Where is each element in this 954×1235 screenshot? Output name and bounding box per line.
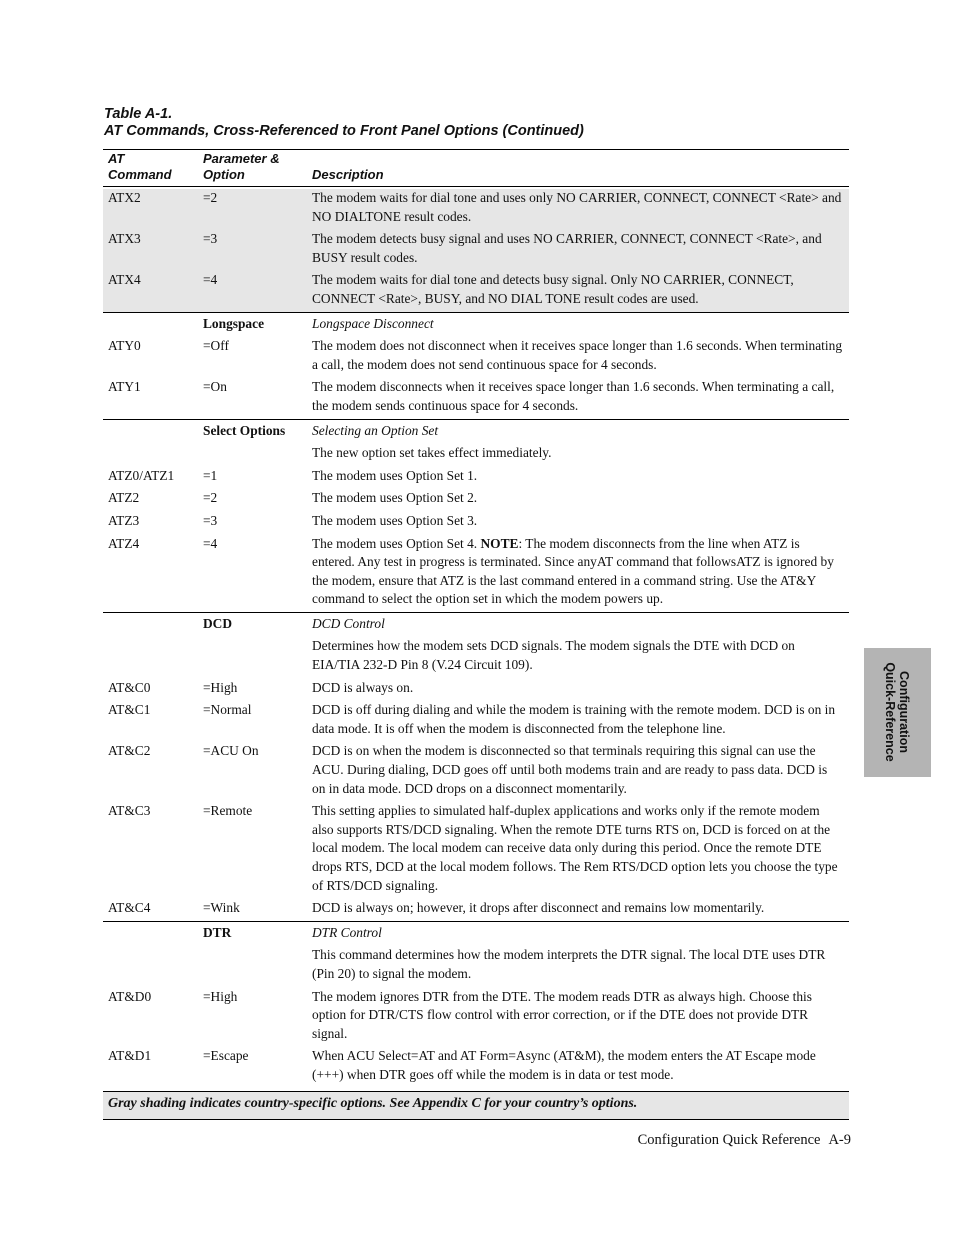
table-row <box>103 378 849 415</box>
section-intro-row <box>103 637 849 674</box>
option-cell: =3 <box>203 231 218 247</box>
section-subtitle: DCD Control <box>312 615 385 631</box>
table-row <box>103 988 849 1044</box>
option-cell: =Off <box>203 338 229 354</box>
section-select-options <box>103 420 849 613</box>
section-heading-row <box>103 922 849 943</box>
description-cell: The modem uses Option Set 2. <box>312 490 478 506</box>
section-intro: The new option set takes effect immediately. <box>312 445 552 461</box>
section-dtr <box>103 922 849 1088</box>
command-cell: AT&C2 <box>108 743 151 759</box>
option-cell: =2 <box>203 490 218 506</box>
section-atx <box>103 189 849 313</box>
command-cell: AT&C4 <box>108 900 151 916</box>
description-cell: When ACU Select=AT and AT Form=Async (AT&M), the modem enters the AT Escape mode (+++) when DTR goes off while the modem is in data or test mode. <box>312 1048 816 1082</box>
option-cell: =Remote <box>203 803 253 819</box>
command-cell: ATZ3 <box>108 512 140 528</box>
option-cell: =3 <box>203 512 218 528</box>
description-cell: The modem uses Option Set 1. <box>312 467 478 483</box>
command-cell: ATZ0/ATZ1 <box>108 467 175 483</box>
table-row <box>103 535 849 609</box>
shading-footnote: Gray shading indicates country-specific options. See Appendix C for your country’s options. <box>103 1091 849 1120</box>
table-header <box>103 150 849 187</box>
option-cell: =High <box>203 988 238 1004</box>
section-title: DTR <box>203 924 232 940</box>
page-number: A-9 <box>828 1132 851 1148</box>
header-parameter-option: Parameter & Option <box>203 151 280 182</box>
section-heading-row <box>103 613 849 634</box>
note-label: NOTE <box>480 535 519 551</box>
section-subtitle: Longspace Disconnect <box>312 315 434 331</box>
option-cell: =High <box>203 679 238 695</box>
table-row <box>103 802 849 895</box>
section-dcd <box>103 613 849 922</box>
description-cell: DCD is always on. <box>312 679 414 695</box>
table-row <box>103 512 849 531</box>
section-subtitle: DTR Control <box>312 924 382 940</box>
table-row <box>103 1047 849 1084</box>
table-row <box>103 679 849 698</box>
table-caption <box>104 106 849 140</box>
option-cell: =Escape <box>203 1048 249 1064</box>
footer-title: Configuration Quick Reference <box>637 1132 821 1148</box>
table-row <box>103 489 849 508</box>
command-cell: AT&C3 <box>108 803 151 819</box>
command-cell: ATX2 <box>108 190 141 205</box>
description-cell: The modem uses Option Set 3. <box>312 512 478 528</box>
section-intro-row <box>103 946 849 983</box>
option-cell: =4 <box>203 535 218 551</box>
option-cell: =4 <box>203 272 218 288</box>
command-cell: ATX3 <box>108 231 141 247</box>
header-at-command: AT Command <box>108 151 172 182</box>
section-title: DCD <box>203 615 233 631</box>
side-tab-label: Configuration Quick-Reference <box>883 662 911 762</box>
description-cell: This setting applies to simulated half-duplex applications and works only if the remote modem also supports RTS/DCD signaling. When the remote DTE turns RTS on, DCD is forced on at the local modem. The local modem can receive data only during this period. Once the remote DTE drops RTS, DCD at the local modem follows. The Rem RTS/DCD option lets you choose the type of RTS/DCD signaling. <box>312 803 838 893</box>
description-cell: The modem does not disconnect when it receives space longer than 1.6 seconds. When terminating a call, the modem does not send continuous space for 4 seconds. <box>312 338 843 372</box>
command-cell: AT&D0 <box>108 988 152 1004</box>
section-side-tab <box>864 648 931 777</box>
command-cell: ATZ2 <box>108 490 140 506</box>
section-longspace <box>103 313 849 420</box>
description-cell: The modem disconnects when it receives space longer than 1.6 seconds. When terminating a call, the modem sends continuous space for 4 seconds. <box>312 379 835 413</box>
section-heading-row <box>103 420 849 441</box>
section-intro: This command determines how the modem interprets the DTR signal. The local DTE uses DTR (Pin 20) to signal the modem. <box>312 947 826 981</box>
table-row <box>103 899 849 918</box>
table-number: Table A-1. <box>104 106 173 122</box>
option-cell: =Wink <box>203 900 240 916</box>
option-cell: =Normal <box>203 702 252 718</box>
description-cell: The modem uses Option Set 4. NOTE: The modem disconnects from the line when ATZ is entered. Any test in progress is terminated. Since anyAT command that followsATZ is ignored by the modem, ensure that ATZ is the last command entered in a command string. Use the AT&Y command to select the option set in which the modem powers up. <box>312 535 834 607</box>
section-subtitle: Selecting an Option Set <box>312 422 439 438</box>
page-footer <box>638 1131 851 1149</box>
at-commands-table <box>103 149 849 1120</box>
command-cell: AT&C0 <box>108 679 151 695</box>
description-cell: DCD is on when the modem is disconnected so that terminals requiring this signal can use the ACU. During dialing, DCD goes off until both modems train and are ready to pass data. DCD is on in data mode. DCD drops on a disconnect momentarily. <box>312 743 828 796</box>
command-cell: AT&D1 <box>108 1048 152 1064</box>
section-title: Select Options <box>203 422 286 438</box>
description-cell: DCD is off during dialing and while the modem is training with the remote modem. DCD is on in data mode. It is off when the modem is disconnected from the telephone line. <box>312 702 836 736</box>
header-description: Description <box>312 167 384 182</box>
table-row <box>103 337 849 374</box>
option-cell: =ACU On <box>203 743 259 759</box>
option-cell: =1 <box>203 467 218 483</box>
table-row <box>103 189 849 226</box>
option-cell: =2 <box>203 190 218 205</box>
section-title: Longspace <box>203 315 265 331</box>
command-cell: ATY1 <box>108 379 141 395</box>
table-row <box>103 701 849 738</box>
description-cell: The modem waits for dial tone and detects busy signal. Only NO CARRIER, CONNECT, CONNECT <Rate>, BUSY, and NO DIAL TONE result codes are used. <box>312 272 794 306</box>
description-cell: DCD is always on; however, it drops after disconnect and remains low momentarily. <box>312 900 765 916</box>
option-cell: =On <box>203 379 227 395</box>
command-cell: ATZ4 <box>108 535 140 551</box>
table-title: AT Commands, Cross-Referenced to Front Panel Options (Continued) <box>104 123 584 139</box>
command-cell: AT&C1 <box>108 702 151 718</box>
section-intro-row <box>103 444 849 463</box>
description-cell: The modem waits for dial tone and uses only NO CARRIER, CONNECT, CONNECT <Rate> and NO DIALTONE result codes. <box>312 190 842 224</box>
description-cell: The modem ignores DTR from the DTE. The modem reads DTR as always high. Choose this option for DTR/CTS flow control with error correction, or if the DTE does not provide DTR signal. <box>312 988 812 1041</box>
section-intro: Determines how the modem sets DCD signals. The modem signals the DTE with DCD on EIA/TIA 232-D Pin 8 (V.24 Circuit 109). <box>312 638 795 673</box>
section-heading-row <box>103 313 849 334</box>
table-row <box>103 230 849 267</box>
table-row <box>103 742 849 798</box>
description-cell: The modem detects busy signal and uses NO CARRIER, CONNECT, CONNECT <Rate>, and BUSY result codes. <box>312 231 822 265</box>
table-row <box>103 271 849 308</box>
table-row <box>103 467 849 486</box>
command-cell: ATX4 <box>108 272 141 288</box>
command-cell: ATY0 <box>108 338 141 354</box>
